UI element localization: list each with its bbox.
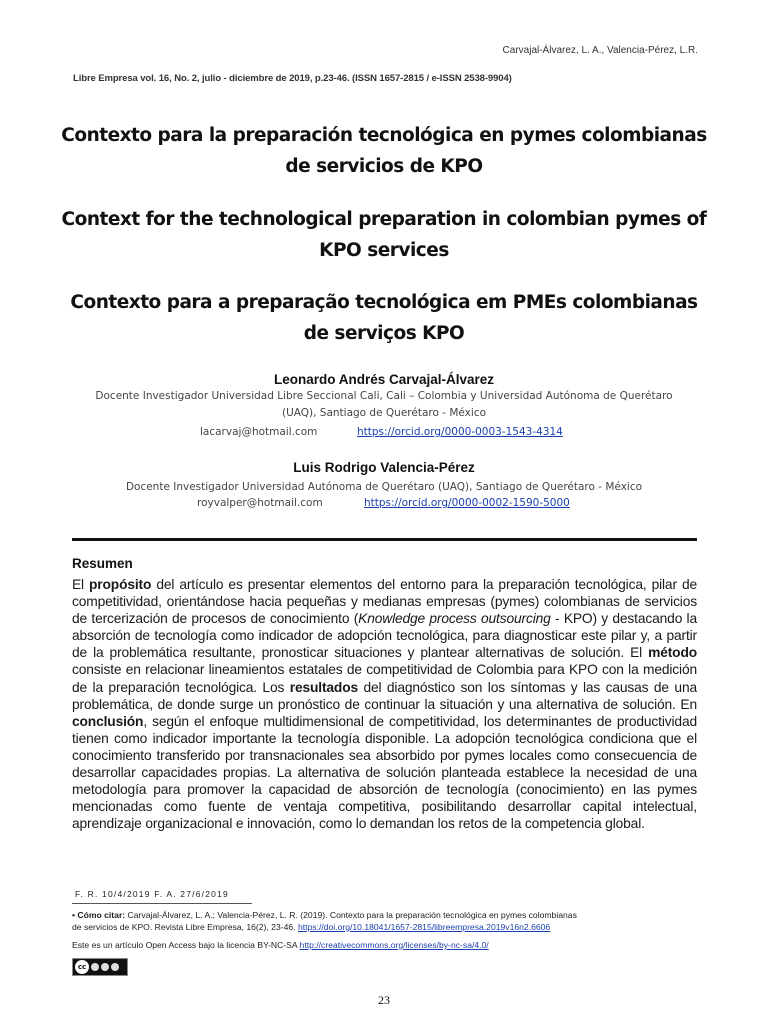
affiliation-line: (UAQ), Santiago de Querétaro - México [281,407,487,419]
kpo-term: Knowledge process outsourcing [358,611,551,627]
running-head: Carvajal-Álvarez, L. A., Valencia-Pérez, L.R. [502,45,698,56]
author-name: Luis Rodrigo Valencia-Pérez [293,460,475,475]
title-spanish [60,120,708,182]
footnote-divider [72,903,252,904]
title-english [60,204,708,266]
affiliation-line: Docente Investigador Universidad Autónoma de Querétaro (UAQ), Santiago de Querétaro - México [125,481,643,493]
cc-license-badge[interactable] [72,958,128,976]
nc-icon [101,963,109,971]
abstract-body: El propósito del artículo es presentar elementos del entorno para la preparación tecnológica, pilar de competitividad, orientándose hacia pequeñas y medianas empresas (pymes) colombianas de servicios de tercerización de procesos de conocimiento (Knowledge process outsourcing - KPO) y destacando la absorción de tecnología como indicador de adopción tecnológica, para diagnosticar este pilar y, a partir de la problemática resultante, pronosticar situaciones y plantear alternativas de solución. El método consiste en relacionar lineamientos estatales de competitividad de Colombia para KPO con la medición de la preparación tecnológica. Los resultados del diagnóstico son los síntomas y las causas de una problemática, de donde surge un pronóstico de continuar la situación y una alternativa de solución. En conclusión, según el enfoque multidimensional de competitividad, los determinantes de productividad tienen como indicador importante la tecnología disponible. La adopción tecnológica condiciona que el conocimiento transferido por transnacionales sea absorbido por pymes locales como consecuencia de desarrollar capacidades propias. La alternativa de solución planteada establece la necesidad de una metodología para promover la capacidad de absorción de tecnología (conocimiento) en las pymes mencionadas como fuente de ventaja competitiva, posibilitando desarrollar capital intelectual, aprendizaje organizacional e innovación, como lo demandan los retos de la competencia global. [72,577,697,832]
author-affiliation [70,479,698,496]
section-divider [72,538,697,541]
title-spanish-line2: de servicios de KPO [285,156,483,177]
license-link[interactable]: http://creativecommons.org/licenses/by-nc-sa/4.0/ [299,940,489,950]
title-english-line2: KPO services [319,240,449,261]
author-email[interactable]: royvalper@hotmail.com [197,497,323,509]
title-portuguese-line2: de serviços KPO [303,323,465,344]
how-to-cite: • Cómo citar: Carvajal-Álvarez, L. A.; Valencia-Pérez, L. R. (2019). Contexto para la preparación tecnológica en pymes colombianas de servicios de KPO. Revista Libre Empresa, 16(2), 23-46. https://doi.org/10.18041/1657-2815/libreempresa.2019v16n2.6606 [72,910,577,932]
author-affiliation [70,388,698,422]
title-portuguese [60,287,708,349]
orcid-link[interactable]: https://orcid.org/0000-0002-1590-5000 [364,497,570,509]
sa-icon [111,963,119,971]
title-english-line1: Context for the technological preparation in colombian pymes of [61,209,707,230]
author-name: Leonardo Andrés Carvajal-Álvarez [273,372,495,387]
page-number: 23 [378,993,390,1007]
orcid-link[interactable]: https://orcid.org/0000-0003-1543-4314 [357,426,563,438]
journal-citation: Libre Empresa vol. 16, No. 2, julio - diciembre de 2019, p.23-46. (ISSN 1657-2815 / e-ISSN 2538-9904) [73,73,512,84]
author-email[interactable]: lacarvaj@hotmail.com [200,426,318,438]
abstract-heading: Resumen [72,556,133,571]
keyword-proposito: propósito [89,577,152,592]
doi-link[interactable]: https://doi.org/10.18041/1657-2815/libreempresa.2019v16n2.6606 [297,921,551,932]
cite-label: • Cómo citar: [72,910,126,920]
keyword-resultados: resultados [289,679,358,695]
keyword-metodo: método [648,645,697,661]
affiliation-line: Docente Investigador Universidad Libre Seccional Cali, Cali – Colombia y Universidad Autónoma de Querétaro [95,390,673,402]
received-accepted-dates: F. R. 10/4/2019 F. A. 27/6/2019 [75,889,229,899]
title-portuguese-line1: Contexto para a preparação tecnológica em PMEs colombianas [70,292,698,313]
title-spanish-line1: Contexto para la preparación tecnológica en pymes colombianas [61,125,707,146]
license-note: Este es un artículo Open Access bajo la licencia BY-NC-SA http://creativecommons.org/licenses/by-nc-sa/4.0/ [72,940,489,950]
cc-icon: cc [75,960,89,974]
by-icon [91,963,99,971]
keyword-conclusion: conclusión [72,713,144,729]
